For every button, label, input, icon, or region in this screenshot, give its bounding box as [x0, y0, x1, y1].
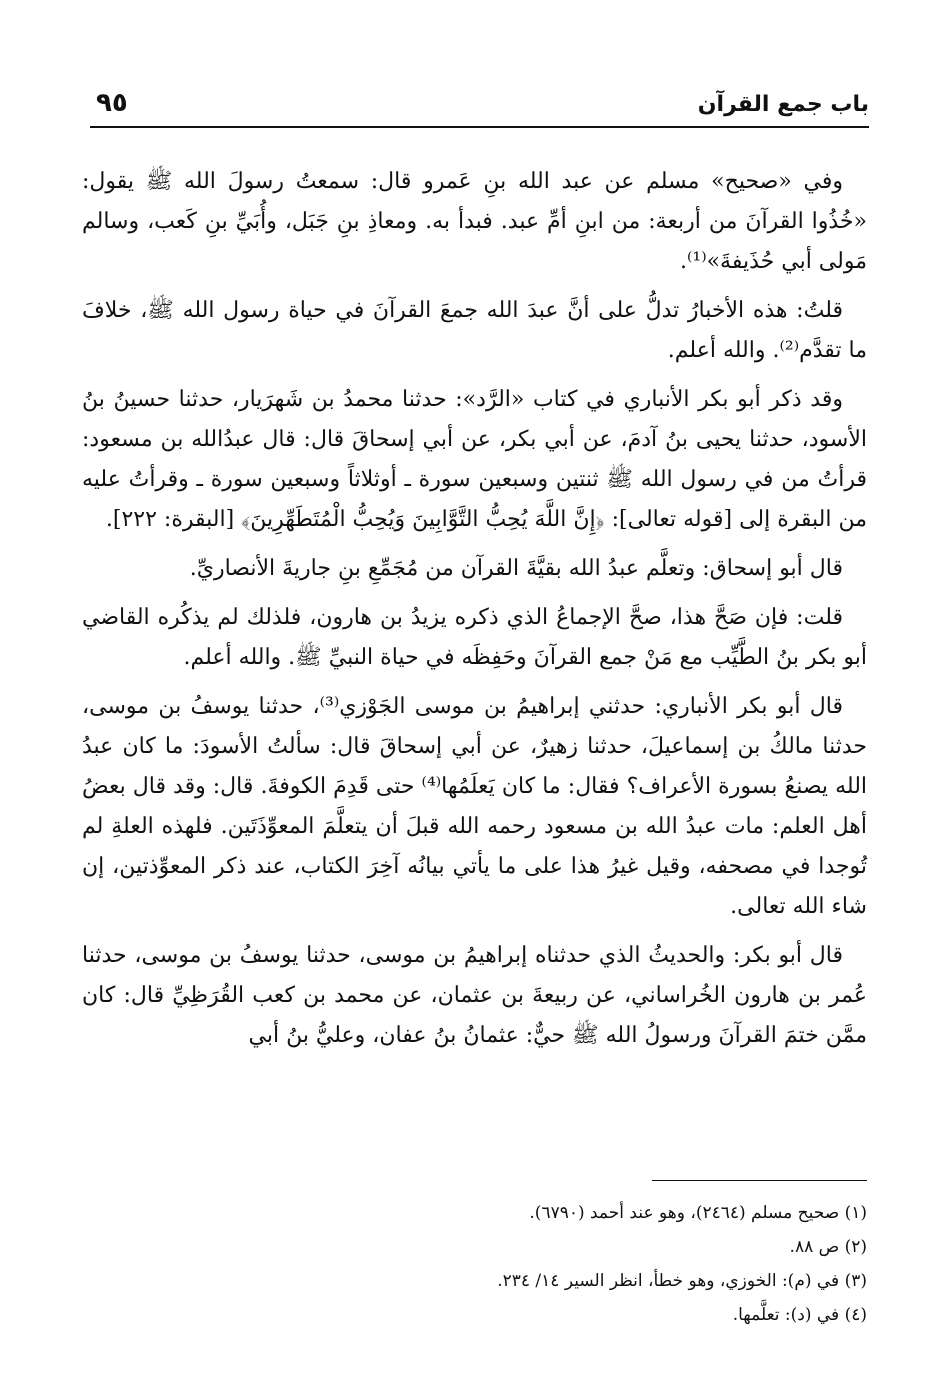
- footnote-divider: [652, 1180, 867, 1181]
- footnote: (٢) ص ٨٨.: [789, 1237, 867, 1257]
- paragraph: قلت: فإن صَحَّ هذا، صحَّ الإجماعُ الذي ذكره يزيدُ بن هارون، فلذلك لم يذكُره القاضي أبو بكر بنُ الطَّيِّب مع مَنْ جمع القرآنَ وحَفِظَه في حياة النبيِّ ﷺ. والله أعلم.: [82, 605, 867, 670]
- running-title: باب جمع القرآن: [697, 92, 869, 117]
- paragraph: قال أبو بكر: والحديثُ الذي حدثناه إبراهيمُ بن موسى، حدثنا يوسفُ بن موسى، حدثنا عُمر بن هارون الخُراساني، عن ربيعةَ بن عثمان، عن محمد بن كعب القُرَظِيِّ قال: كان ممَّن ختمَ القرآنَ ورسولُ الله ﷺ حيٌّ: عثمانُ بنُ عفان، وعليُّ بنُ أبي: [82, 943, 867, 1048]
- footnote: (٤) في (د): تعلَّمها.: [732, 1305, 867, 1325]
- page-number: ٩٥: [96, 88, 128, 118]
- paragraph: وفي «صحيح» مسلم عن عبد الله بنِ عَمرو قال: سمعتُ رسولَ الله ﷺ يقول: «خُذُوا القرآنَ من أربعة: من ابنِ أمِّ عبد. فبدأ به. ومعاذِ بنِ جَبَل، وأُبَيِّ بنِ كَعب، وسالم مَولى أبي حُذَيفةَ»⁽¹⁾.: [82, 169, 867, 274]
- main-text: [82, 162, 867, 1065]
- paragraph: وقد ذكر أبو بكر الأنباري في كتاب «الرَّد»: حدثنا محمدُ بن شَهرَيار، حدثنا حسينُ بنُ الأسود، حدثنا يحيى بنُ آدمَ، عن أبي بكر، عن أبي إسحاقَ قال: قال عبدُالله بن مسعود: قرأتُ من في رسول الله ﷺ ثنتين وسبعين سورة ـ أوثلاثاً وسبعين سورة ـ وقرأتُ عليه من البقرة إلى [قوله تعالى]: ﴿إِنَّ اللَّهَ يُحِبُّ التَّوَّابِينَ وَيُحِبُّ الْمُتَطَهِّرِينَ﴾ [البقرة: ٢٢٢].: [82, 387, 867, 532]
- paragraph: قال أبو إسحاق: وتعلَّم عبدُ الله بقيَّةَ القرآن من مُجَمِّعِ بنِ جاريةَ الأنصاريِّ.: [189, 556, 843, 581]
- page-header: [90, 88, 869, 128]
- paragraph: قلتُ: هذه الأخبارُ تدلُّ على أنَّ عبدَ الله جمعَ القرآنَ في حياة رسول الله ﷺ، خلافَ ما تقدَّم⁽²⁾. والله أعلم.: [82, 298, 867, 363]
- footnotes: [82, 1196, 867, 1332]
- paragraph: قال أبو بكر الأنباري: حدثني إبراهيمُ بن موسى الجَوْزي⁽³⁾، حدثنا يوسفُ بن موسى، حدثنا مالكُ بن إسماعيلَ، حدثنا زهيرٌ، عن أبي إسحاقَ قال: سألتُ الأسودَ: ما كان عبدُ الله يصنعُ بسورة الأعراف؟ فقال: ما كان يَعلَمُها⁽⁴⁾ حتى قَدِمَ الكوفةَ. قال: وقد قال بعضُ أهل العلم: مات عبدُ الله بن مسعود رحمه الله قبلَ أن يتعلَّمَ المعوِّذَتَين. فلهذه العلةِ لم تُوجدا في مصحفه، وقيل غيرُ هذا على ما يأتي بيانُه آخِرَ الكتاب، عند ذكر المعوِّذتين، إن شاء الله تعالى.: [82, 694, 868, 919]
- footnote: (١) صحيح مسلم (٢٤٦٤)، وهو عند أحمد (٦٧٩٠).: [529, 1203, 867, 1223]
- footnote: (٣) في (م): الخوزي، وهو خطأ، انظر السير ١٤/ ٢٣٤.: [497, 1271, 867, 1291]
